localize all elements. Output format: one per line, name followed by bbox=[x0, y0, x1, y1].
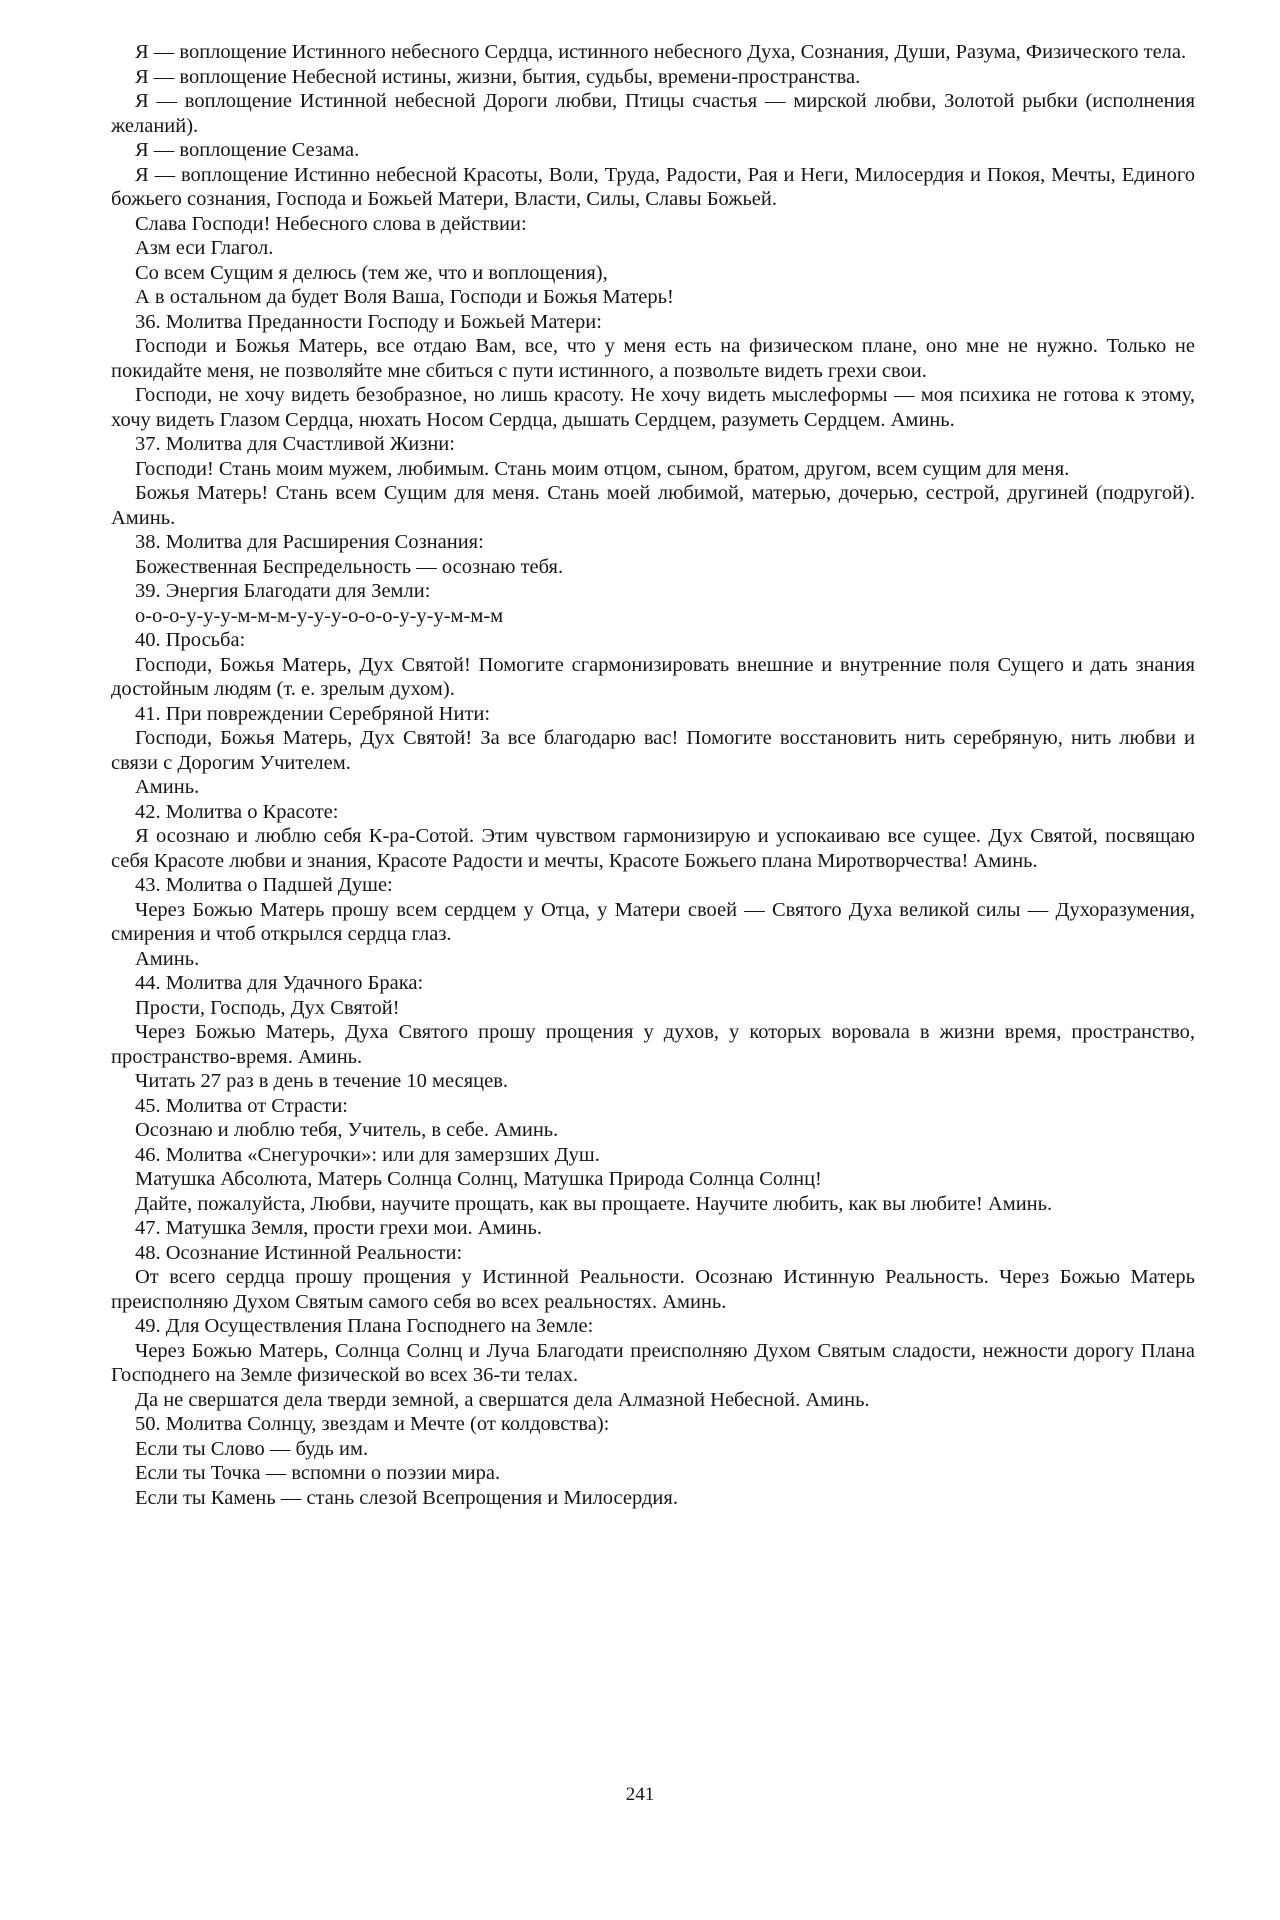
paragraph: А в остальном да будет Воля Ваша, Господи и Божья Матерь! bbox=[135, 286, 674, 308]
paragraph: Со всем Сущим я делюсь (тем же, что и воплощения), bbox=[135, 261, 608, 284]
paragraph: Господи, не хочу видеть безобразное, но лишь красоту. Не хочу видеть мыслеформы — моя психика не готова к этому, хочу видеть Глазом Сердца, нюхать Носом Сердца, дышать Сердцем, разуметь Сердцем. Аминь. bbox=[111, 384, 1195, 431]
paragraph: Божья Матерь! Стань всем Сущим для меня. Стань моей любимой, матерью, дочерью, сестрой, другиней (подругой). Аминь. bbox=[111, 482, 1195, 529]
paragraph: 50. Молитва Солнцу, звездам и Мечте (от колдовства): bbox=[135, 1413, 610, 1435]
paragraph: Господи! Стань моим мужем, любимым. Стань моим отцом, сыном, братом, другом, всем сущим для меня. bbox=[135, 457, 1070, 480]
paragraph: Божественная Беспредельность — осознаю тебя. bbox=[135, 555, 564, 578]
paragraph: Аминь. bbox=[135, 947, 200, 970]
paragraph: Если ты Точка — вспомни о поэзии мира. bbox=[135, 1462, 501, 1484]
paragraph: Господи, Божья Матерь, Дух Святой! Помогите сгармонизировать внешние и внутренние поля Сущего и дать знания достойным людям (т. е. зрелым духом). bbox=[111, 653, 1195, 700]
paragraph: Через Божью Матерь, Солнца Солнц и Луча Благодати преисполняю Духом Святым сладости, нежности дорогу Плана Господнего на Земле физической во всех 36-ти телах. bbox=[111, 1339, 1195, 1386]
paragraph: 46. Молитва «Снегурочки»: или для замерзших Душ. bbox=[135, 1143, 600, 1166]
paragraph: Слава Господи! Небесного слова в действии: bbox=[135, 212, 527, 235]
paragraph: Прости, Господь, Дух Святой! bbox=[135, 996, 400, 1019]
paragraph: 49. Для Осуществления Плана Господнего на Земле: bbox=[135, 1315, 594, 1337]
paragraph: 48. Осознание Истинной Реальности: bbox=[135, 1241, 463, 1264]
paragraph: Через Божью Матерь, Духа Святого прошу прощения у духов, у которых воровала в жизни время, пространство, пространство-время. Аминь. bbox=[111, 1021, 1195, 1068]
paragraph: Господи, Божья Матерь, Дух Святой! За все благодарю вас! Помогите восстановить нить серебряную, нить любви и связи с Дорогим Учителем. bbox=[111, 727, 1195, 774]
paragraph: Если ты Слово — будь им. bbox=[135, 1437, 369, 1460]
paragraph: Я — воплощение Истинного небесного Сердца, истинного небесного Духа, Сознания, Души, Разума, Физического тела. bbox=[135, 41, 1187, 63]
paragraph: 41. При повреждении Серебряной Нити: bbox=[135, 702, 491, 725]
paragraph: 39. Энергия Благодати для Земли: bbox=[135, 580, 431, 602]
paragraph: 38. Молитва для Расширения Сознания: bbox=[135, 531, 484, 553]
paragraph: 45. Молитва от Страсти: bbox=[135, 1094, 348, 1117]
paragraph: Я — воплощение Небесной истины, жизни, бытия, судьбы, времени-пространства. bbox=[135, 65, 861, 88]
paragraph: Я — воплощение Истинно небесной Красоты, Воли, Труда, Радости, Рая и Неги, Милосердия и Покоя, Мечты, Единого божьего сознания, Господа и Божьей Матери, Власти, Силы, Славы Божьей. bbox=[111, 163, 1195, 210]
paragraph: Дайте, пожалуйста, Любви, научите прощать, как вы прощаете. Научите любить, как вы любите! Аминь. bbox=[135, 1192, 1053, 1215]
paragraph: 37. Молитва для Счастливой Жизни: bbox=[135, 433, 455, 455]
paragraph: Я — воплощение Истинной небесной Дороги любви, Птицы счастья — мирской любви, Золотой рыбки (исполнения желаний). bbox=[111, 90, 1195, 137]
paragraph: 36. Молитва Преданности Господу и Божьей Матери: bbox=[135, 310, 602, 333]
paragraph: 42. Молитва о Красоте: bbox=[135, 800, 339, 823]
paragraph: о-о-о-у-у-у-м-м-м-у-у-у-о-о-о-у-у-у-м-м-м bbox=[135, 604, 504, 627]
paragraph: Матушка Абсолюта, Матерь Солнца Солнц, Матушка Природа Солнца Солнц! bbox=[135, 1168, 822, 1190]
paragraph: Азм еси Глагол. bbox=[135, 237, 274, 259]
paragraph: Если ты Камень — стань слезой Всепрощения и Милосердия. bbox=[135, 1486, 678, 1509]
paragraph: Да не свершатся дела тверди земной, а свершатся дела Алмазной Небесной. Аминь. bbox=[135, 1388, 870, 1411]
paragraph: Читать 27 раз в день в течение 10 месяцев. bbox=[135, 1070, 509, 1092]
page-text bbox=[111, 40, 1195, 1510]
paragraph: Осознаю и люблю тебя, Учитель, в себе. Аминь. bbox=[135, 1119, 559, 1141]
paragraph: Аминь. bbox=[135, 776, 200, 798]
paragraph: Через Божью Матерь прошу всем сердцем у Отца, у Матери своей — Святого Духа великой силы — Духоразумения, смирения и чтоб открылся сердца глаз. bbox=[111, 898, 1195, 945]
paragraph: От всего сердца прошу прощения у Истинной Реальности. Осознаю Истинную Реальность. Через Божью Матерь преисполняю Духом Святым самого себя во всех реальностях. Аминь. bbox=[111, 1266, 1195, 1313]
page-number: 241 bbox=[625, 1784, 655, 1805]
paragraph: Я — воплощение Сезама. bbox=[135, 139, 360, 161]
paragraph: 40. Просьба: bbox=[135, 629, 246, 651]
paragraph: 43. Молитва о Падшей Душе: bbox=[135, 874, 393, 896]
paragraph: 47. Матушка Земля, прости грехи мои. Аминь. bbox=[135, 1217, 542, 1239]
paragraph: 44. Молитва для Удачного Брака: bbox=[135, 972, 424, 994]
paragraph: Я осознаю и люблю себя К-ра-Сотой. Этим чувством гармонизирую и успокаиваю все сущее. Дух Святой, посвящаю себя Красоте любви и знания, Красоте Радости и мечты, Красоте Божьего плана Миротворчества! Аминь. bbox=[111, 825, 1195, 872]
paragraph: Господи и Божья Матерь, все отдаю Вам, все, что у меня есть на физическом плане, оно мне не нужно. Только не покидайте меня, не позволяйте мне сбиться с пути истинного, а позвольте видеть грехи свои. bbox=[111, 335, 1195, 382]
